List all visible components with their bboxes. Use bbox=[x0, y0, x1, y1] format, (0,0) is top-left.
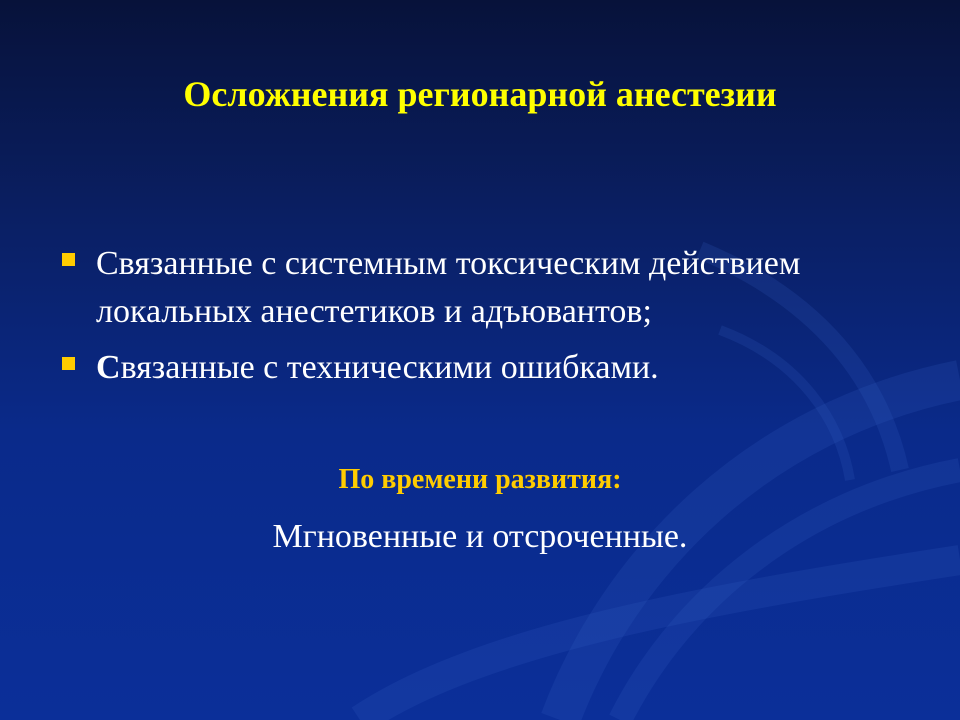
square-bullet-icon bbox=[62, 357, 75, 370]
bullet-first-letter: С bbox=[96, 349, 121, 386]
bullet-item-technical-errors bbox=[60, 344, 880, 392]
bullet-item-systemic-toxicity bbox=[60, 240, 880, 336]
bullet-text: Связанные с системным токсическим действием локальных анестетиков и адъювантов; bbox=[96, 245, 801, 330]
square-bullet-icon bbox=[62, 253, 75, 266]
conclusion-text: Мгновенные и отсроченные. bbox=[272, 518, 688, 555]
bullet-text: вязанные с техническими ошибками. bbox=[120, 349, 659, 386]
subheading: По времени развития: bbox=[338, 464, 622, 495]
bullet-list bbox=[60, 240, 880, 392]
slide-title: Осложнения регионарной анестезии bbox=[183, 74, 777, 114]
